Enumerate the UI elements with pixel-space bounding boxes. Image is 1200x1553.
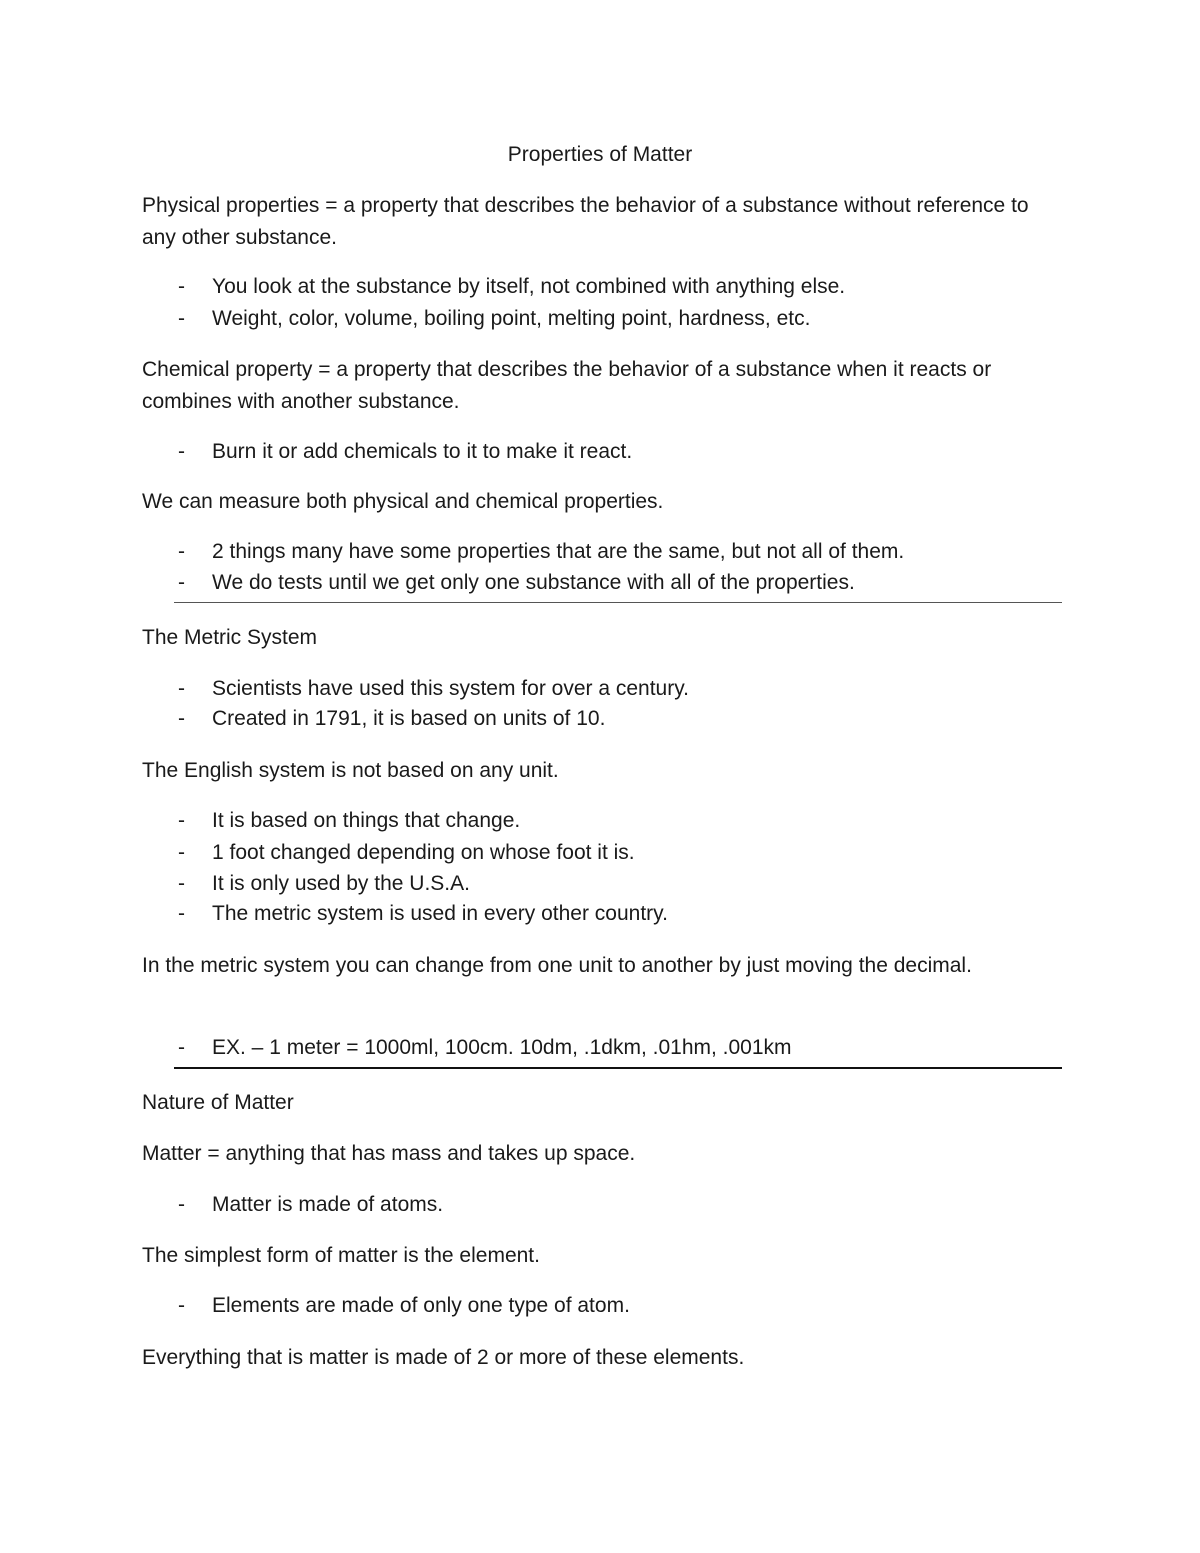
- list-item-text: 1 foot changed depending on whose foot it is.: [212, 841, 635, 864]
- list-item: [142, 704, 1042, 734]
- list-item-text: Created in 1791, it is based on units of 10.: [212, 707, 606, 730]
- bullet-dash: -: [178, 841, 185, 864]
- list-item: [142, 304, 1042, 334]
- horizontal-divider: [174, 602, 1062, 603]
- list-item: [142, 1291, 1042, 1321]
- list-item-text: Burn it or add chemicals to it to make it react.: [212, 440, 633, 463]
- bullet-dash: -: [178, 440, 185, 463]
- bullet-dash: -: [178, 540, 185, 563]
- list-item-text: Matter is made of atoms.: [212, 1193, 444, 1216]
- list-item: [142, 1033, 1042, 1063]
- bullet-dash: -: [178, 809, 185, 832]
- list-item: [142, 869, 1042, 899]
- bullet-dash: -: [178, 902, 185, 925]
- list-item: [142, 537, 1042, 567]
- element-paragraph: The simplest form of matter is the element.: [142, 1244, 540, 1267]
- physical-properties-paragraph: Physical properties = a property that describes the behavior of a substance without reference to any other substance.: [142, 194, 1029, 249]
- list-item: [142, 568, 1042, 598]
- chemical-property-paragraph: Chemical property = a property that describes the behavior of a substance when it reacts or combines with another substance.: [142, 358, 992, 413]
- list-item-text: Scientists have used this system for over a century.: [212, 677, 689, 700]
- list-item: [142, 806, 1042, 836]
- bullet-dash: -: [178, 571, 185, 594]
- list-item-text: It is only used by the U.S.A.: [212, 872, 470, 895]
- list-item-text: EX. – 1 meter = 1000ml, 100cm. 10dm, .1dkm, .01hm, .001km: [212, 1036, 792, 1059]
- measure-paragraph: We can measure both physical and chemical properties.: [142, 490, 664, 513]
- list-item-text: Weight, color, volume, boiling point, melting point, hardness, etc.: [212, 307, 811, 330]
- everything-paragraph: Everything that is matter is made of 2 or more of these elements.: [142, 1346, 745, 1369]
- bullet-dash: -: [178, 872, 185, 895]
- bullet-dash: -: [178, 307, 185, 330]
- english-system-paragraph: The English system is not based on any unit.: [142, 759, 559, 782]
- list-item: [142, 1190, 1042, 1220]
- horizontal-divider: [174, 1067, 1062, 1069]
- bullet-dash: -: [178, 1036, 185, 1059]
- list-item: [142, 437, 1042, 467]
- list-item-text: It is based on things that change.: [212, 809, 521, 832]
- list-item-text: 2 things many have some properties that are the same, but not all of them.: [212, 540, 905, 563]
- list-item: [142, 899, 1042, 929]
- list-item-text: The metric system is used in every other country.: [212, 902, 668, 925]
- bullet-dash: -: [178, 1294, 185, 1317]
- section-heading-metric-system: The Metric System: [142, 626, 318, 649]
- list-item: [142, 272, 1042, 302]
- list-item-text: Elements are made of only one type of atom.: [212, 1294, 630, 1317]
- bullet-dash: -: [178, 707, 185, 730]
- list-item: [142, 838, 1042, 868]
- list-item: [142, 674, 1042, 704]
- list-item-text: We do tests until we get only one substance with all of the properties.: [212, 571, 855, 594]
- section-heading-nature-of-matter: Nature of Matter: [142, 1091, 294, 1114]
- page-title: Properties of Matter: [507, 143, 693, 166]
- bullet-dash: -: [178, 677, 185, 700]
- metric-conversion-paragraph: In the metric system you can change from one unit to another by just moving the decimal.: [142, 954, 972, 977]
- matter-definition-paragraph: Matter = anything that has mass and takes up space.: [142, 1142, 636, 1165]
- list-item-text: You look at the substance by itself, not combined with anything else.: [212, 275, 846, 298]
- bullet-dash: -: [178, 1193, 185, 1216]
- bullet-dash: -: [178, 275, 185, 298]
